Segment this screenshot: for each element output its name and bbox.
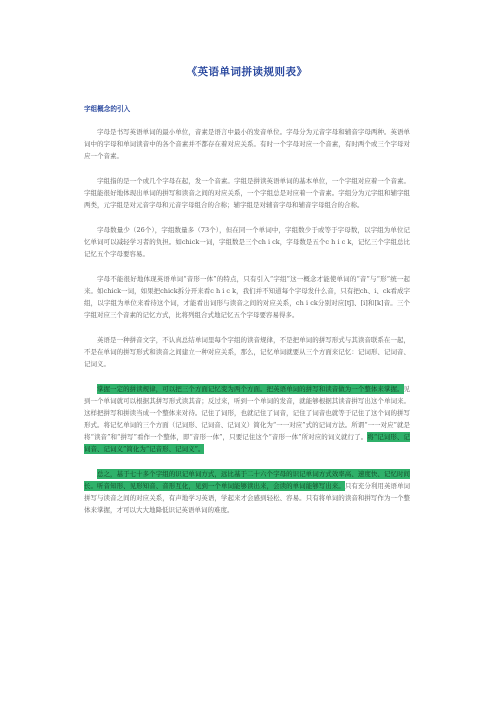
paragraph-text: 字母数量少（26个），字组数量多（73个），但在同一个单词中，字组数少于或等于字母数，以字组为单位记忆单词可以减轻学习者的负担。如chick一词，字组数是三个ch i ck，字母数是五个c h i c k，记忆三个字组总比记忆五个字母要容易。 xyxy=(84,226,410,258)
paragraph-text: 只有充分利用英语单词拼写与读音之间的对应关系，有声地学习英语，学起来才会感到轻松、容易。只有将单词的读音和拼写作为一个整体来掌握，才可以大大地降低识记英语单词的难度。 xyxy=(84,482,411,514)
paragraph-text: 英语是一种拼音文字，不认真总结单词里每个字组的读音规律，不是把单词的拼写形式与其读音联系在一起，不是在单词的拼写形式和读音之间建立一种对应关系，那么，记忆单词就要从三个方面来记忆：记词形、记词音、记词义。 xyxy=(84,336,410,368)
paragraph xyxy=(84,175,410,211)
paragraph xyxy=(84,383,410,455)
section-heading: 字组概念的引入 xyxy=(84,105,131,113)
highlighted-text: 总之，基于七十多个字组的识记单词方式，远比基于二十六个字母的识记单词方式效率高、速度快、记忆时间长。听音知形、见形知音、音形互化，见到一个单词能够读出来，会读的单词能够写出来。 xyxy=(84,470,410,490)
paragraph-text: 见到一个单词就可以根据其拼写形式读其音；反过来，听到一个单词的发音，就能够根据其读音拼写出这个单词来。这样把拼写和拼读当成一个整体来对待。记住了词形，也就记住了词音，记住了词音也就等于记住了这个词的拼写形式。将记忆单词的三个方面（记词形、记词音、记词义）简化为“一一对应”式的记词方法。所谓“一一对应”就是将“读音”和“拼写”看作一个整体，即“音形一体”，只要记住这个“音形一体”所对应的词义就行了。 xyxy=(84,385,410,441)
paragraph-text: 字母不能很好地体现英语单词“音形一体”的特点，只有引入“字组”这一概念才能使单词的“音”与“形”统一起来。如chick一词，如果把chick拆分开来看c h i c k，我们并不知道每个字母发什么音，只有把ch、i、ck看成字组，以字组为单位来看待这个词，才能看出词形与读音之间的对应关系，ch i ck分别对应[tʃ]、[i]和[k]音。三个字组对应三个音素的记忆方式，比将列组合式地记忆五个字母要容易得多。 xyxy=(84,275,410,319)
document-body xyxy=(84,126,410,516)
paragraph xyxy=(84,273,410,321)
paragraph xyxy=(84,126,410,162)
highlighted-text: 将“记词形、记词音、记词义”简化为“记音形、记词义”。 xyxy=(84,433,410,453)
paragraph xyxy=(84,224,410,260)
document-title: 《英语单词拼读规则表》 xyxy=(186,66,308,78)
highlighted-text: 掌握一定的拼读规律，可以把三个方面记忆变为两个方面。把英语单词的拼写和读音做为一个整体来掌握。 xyxy=(97,385,404,393)
paragraph xyxy=(84,468,410,516)
paragraph-text: 字组指的是一个或几个字母在起，发一个音素。字组是拼读英语单词的基本单位，一个字组对应着一个音素。字组能很好地体现出单词的拼写和读音之间的对应关系，一个字组总是对应着一个音素。字组分为元字组和辅字组两类，元字组是对元音字母和元音字母组合的合称；辅字组是对辅音字母和辅音字母组合的合称。 xyxy=(84,177,410,209)
paragraph-text: 字母是书写英语单词的最小单位，音素是语言中最小的发音单位。字母分为元音字母和辅音字母两种。英语单词中的字母和单词读音中的各个音素并不都存在着对应关系。有时一个字母对应一个音素，有时两个或三个字母对应一个音素。 xyxy=(84,128,410,160)
paragraph xyxy=(84,334,410,370)
